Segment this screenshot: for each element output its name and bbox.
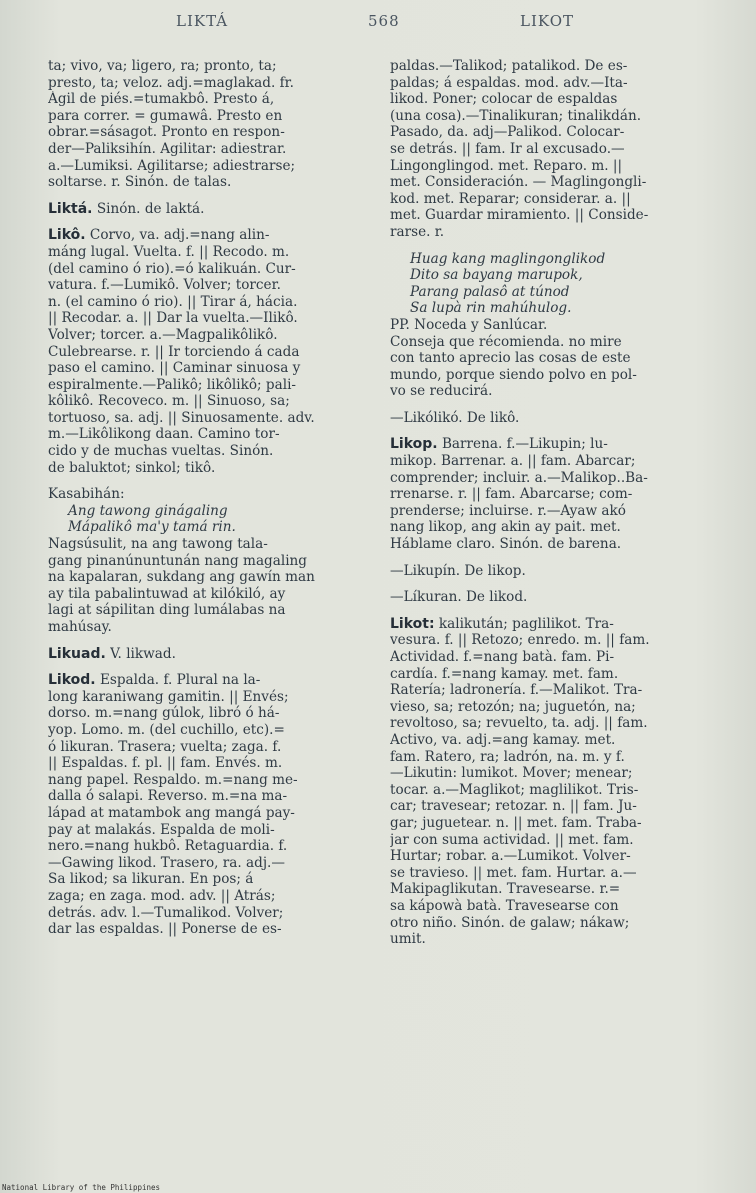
text-line: cardía. f.=nang kamay. met. fam. xyxy=(390,665,619,682)
text-line: Mápalikô ma'y tamá rin. xyxy=(68,519,236,536)
text-line: tortuoso, sa. adj. || Sinuosamente. adv. xyxy=(48,409,315,426)
page-number: 568 xyxy=(368,12,400,30)
text-line: kôlikô. Recoveco. m. || Sinuoso, sa; xyxy=(48,393,290,410)
page-header xyxy=(0,12,756,36)
text-line: Pasado, da. adj—Palikod. Colocar- xyxy=(390,124,625,141)
text-line: vatura. f.—Lumikô. Volver; torcer. xyxy=(48,277,281,294)
header-left-word: LIKTÁ xyxy=(176,12,229,30)
text-line: n. (el camino ó rio). || Tirar á, hácia. xyxy=(48,293,298,310)
text-line xyxy=(48,636,366,646)
entry-headword: Likop. xyxy=(390,436,438,453)
text-line: jar con suma actividad. || met. fam. xyxy=(390,831,634,848)
text-line: ay tila pabalintuwad at kilókiló, ay xyxy=(48,585,286,602)
text-line: Sa likod; sa likuran. En pos; á xyxy=(48,871,254,888)
text-line xyxy=(390,579,708,589)
text-line xyxy=(390,553,708,563)
left-column xyxy=(48,58,366,938)
text-line: ó likuran. Trasera; vuelta; zaga. f. xyxy=(48,738,282,755)
text-line: rarse. r. xyxy=(390,223,445,240)
text-line: soltarse. r. Sinón. de talas. xyxy=(48,174,232,191)
entry-headword: Likot: xyxy=(390,615,435,632)
text-line: Actividad. f.=nang batà. fam. Pi- xyxy=(390,649,615,665)
text-line: (una cosa).—Tinalikuran; tinalikdán. xyxy=(390,107,642,124)
text-line: Activo, va. adj.=ang kamay. met. xyxy=(390,731,616,748)
text-line: nang papel. Respaldo. m.=nang me- xyxy=(48,771,298,788)
text-line: Ratería; ladronería. f.—Malikot. Tra- xyxy=(390,682,643,699)
text-line: dar las espaldas. || Ponerse de es- xyxy=(48,921,282,938)
text-line: Dito sa bayang marupok, xyxy=(410,267,583,284)
header-right-word: LIKOT xyxy=(520,12,574,30)
text-line: Ágil de piés.=tumakbô. Presto á, xyxy=(48,91,275,108)
text-line xyxy=(390,241,708,251)
text-line: Likod. Espalda. f. Plural na la- xyxy=(48,672,261,689)
text-line: máng lugal. Vuelta. f. || Recodo. m. xyxy=(48,243,290,260)
text-line: Volver; torcer. a.—Magpalikôlikô. xyxy=(48,326,278,343)
text-line: gar; juguetear. n. || met. fam. Traba- xyxy=(390,814,642,831)
text-line xyxy=(390,426,708,436)
text-line: Háblame claro. Sinón. de barena. xyxy=(390,536,622,553)
text-line: lápad at matambok ang mangá pay- xyxy=(48,804,295,821)
text-line: rrenarse. r. || fam. Abarcarse; com- xyxy=(390,486,633,503)
text-line: revoltoso, sa; revuelto, ta. adj. || fam. xyxy=(390,715,648,732)
text-line: Kasabihán: xyxy=(48,486,125,503)
text-line: sa kápowà batà. Travesearse con xyxy=(390,897,619,914)
text-line: likod. Poner; colocar de espaldas xyxy=(390,91,618,108)
text-line: car; travesear; retozar. n. || fam. Ju- xyxy=(390,798,637,815)
text-line: dorso. m.=nang gúlok, libró ó há- xyxy=(48,705,280,722)
text-line xyxy=(390,400,708,410)
text-line: Huag kang maglingonglikod xyxy=(410,250,606,267)
text-line: —Likólikó. De likô. xyxy=(390,409,520,426)
text-line xyxy=(48,191,366,201)
text-line: —Líkuran. De likod. xyxy=(390,589,528,606)
footer-credit: National Library of the Philippines xyxy=(2,1183,161,1192)
text-line: con tanto aprecio las cosas de este xyxy=(390,350,631,367)
text-line: Conseja que récomienda. no mire xyxy=(390,333,622,350)
text-line: Sa lupà rin mahúhulog. xyxy=(410,300,572,317)
text-line: nero.=nang hukbô. Retaguardia. f. xyxy=(48,838,288,855)
text-line: presto, ta; veloz. adj.=maglakad. fr. xyxy=(48,74,294,91)
text-line: na kapalaran, sukdang ang gawín man xyxy=(48,569,315,586)
text-line: pay at malakás. Espalda de moli- xyxy=(48,821,275,838)
text-line: de baluktot; sinkol; tikô. xyxy=(48,459,216,476)
text-line xyxy=(48,662,366,672)
text-line: Parang palasô at túnod xyxy=(410,283,570,300)
text-line: PP. Noceda y Sanlúcar. xyxy=(390,316,548,333)
text-line: paldas; á espaldas. mod. adv.—Ita- xyxy=(390,74,628,91)
text-line: Makipaglikutan. Travesearse. r.= xyxy=(390,881,621,898)
text-line: —Likutin: lumikot. Mover; menear; xyxy=(390,765,633,782)
text-line: long karaniwang gamitin. || Envés; xyxy=(48,688,289,705)
text-line: kod. met. Reparar; considerar. a. || xyxy=(390,190,631,207)
text-line: der—Paliksihín. Agilitar: adiestrar. xyxy=(48,140,287,157)
text-line xyxy=(48,476,366,486)
text-line: —Gawing likod. Trasero, ra. adj.— xyxy=(48,854,285,871)
text-line: tocar. a.—Maglikot; maglilikot. Tris- xyxy=(390,781,639,798)
text-line: a.—Lumiksi. Agilitarse; adiestrarse; xyxy=(48,157,296,174)
entry-headword: Likuad. xyxy=(48,645,106,662)
text-line: || Espaldas. f. pl. || fam. Envés. m. xyxy=(48,755,283,772)
text-line: Culebrearse. r. || Ir torciendo á cada xyxy=(48,343,300,360)
text-line: Nagsúsulit, na ang tawong tala- xyxy=(48,536,268,553)
text-line: dalla ó salapi. Reverso. m.=na ma- xyxy=(48,788,288,805)
text-line: obrar.=sásagot. Pronto en respon- xyxy=(48,124,285,141)
text-line: m.—Likôlikong daan. Camino tor- xyxy=(48,426,280,443)
text-line: vo se reducirá. xyxy=(390,383,493,400)
text-line: otro niño. Sinón. de galaw; nákaw; xyxy=(390,914,630,931)
text-line: met. Consideración. — Maglingongli- xyxy=(390,174,647,191)
text-line: vieso, sa; retozón; na; juguetón, na; xyxy=(390,698,636,715)
text-line: || Recodar. a. || Dar la vuelta.—Ilikô. xyxy=(48,310,298,327)
text-line: ta; vivo, va; ligero, ra; pronto, ta; xyxy=(48,58,277,74)
text-line: Likuad. V. likwad. xyxy=(48,645,176,662)
text-line: se travieso. || met. fam. Hurtar. a.— xyxy=(390,864,637,881)
text-line: para correr. = gumawâ. Presto en xyxy=(48,107,283,124)
text-line: umit. xyxy=(390,931,426,948)
text-line: (del camino ó rio).=ó kalikuán. Cur- xyxy=(48,260,296,277)
text-line: paldas.—Talikod; patalikod. De es- xyxy=(390,58,628,74)
text-line: mahúsay. xyxy=(48,619,112,635)
text-line: cido y de muchas vueltas. Sinón. xyxy=(48,443,274,460)
text-line: —Likupín. De likop. xyxy=(390,562,526,579)
text-line: mundo, porque siendo polvo en pol- xyxy=(390,366,637,383)
text-line: vesura. f. || Retozo; enredo. m. || fam. xyxy=(390,632,650,649)
text-line: zaga; en zaga. mod. adv. || Atrás; xyxy=(48,887,276,904)
text-line: prenderse; incluirse. r.—Ayaw akó xyxy=(390,502,626,519)
text-line: paso el camino. || Caminar sinuosa y xyxy=(48,360,301,377)
text-line: Likop. Barrena. f.—Likupin; lu- xyxy=(390,436,608,453)
text-line: espiralmente.—Palikô; likôlikô; pali- xyxy=(48,376,297,393)
text-line: gang pinanúnuntunán nang magaling xyxy=(48,552,308,569)
entry-headword: Likod. xyxy=(48,672,96,689)
text-line: Likô. Corvo, va. adj.=nang alin- xyxy=(48,227,270,244)
right-column xyxy=(390,58,708,948)
text-line: comprender; incluir. a.—Malikop..Ba- xyxy=(390,469,648,486)
entry-headword: Likô. xyxy=(48,227,86,244)
text-line: Likot: kalikután; paglilikot. Tra- xyxy=(390,615,614,632)
text-line: lagi at sápilitan ding lumálabas na xyxy=(48,602,286,619)
text-line: detrás. adv. l.—Tumalikod. Volver; xyxy=(48,904,284,921)
text-line: met. Guardar miramiento. || Conside- xyxy=(390,207,649,224)
text-line: Ang tawong ginágaling xyxy=(68,502,228,519)
text-line: yop. Lomo. m. (del cuchillo, etc).= xyxy=(48,721,285,738)
text-line: fam. Ratero, ra; ladrón, na. m. y f. xyxy=(390,748,625,765)
text-line xyxy=(390,606,708,616)
text-line: Lingonglingod. met. Reparo. m. || xyxy=(390,157,623,174)
entry-headword: Liktá. xyxy=(48,200,93,217)
text-line: nang likop, ang akin ay pait. met. xyxy=(390,519,621,536)
text-line: mikop. Barrenar. a. || fam. Abarcar; xyxy=(390,453,636,470)
text-line xyxy=(48,217,366,227)
text-line: Hurtar; robar. a.—Lumikot. Volver- xyxy=(390,848,631,865)
text-line: se detrás. || fam. Ir al excusado.— xyxy=(390,140,625,157)
text-line: Liktá. Sinón. de laktá. xyxy=(48,200,205,217)
